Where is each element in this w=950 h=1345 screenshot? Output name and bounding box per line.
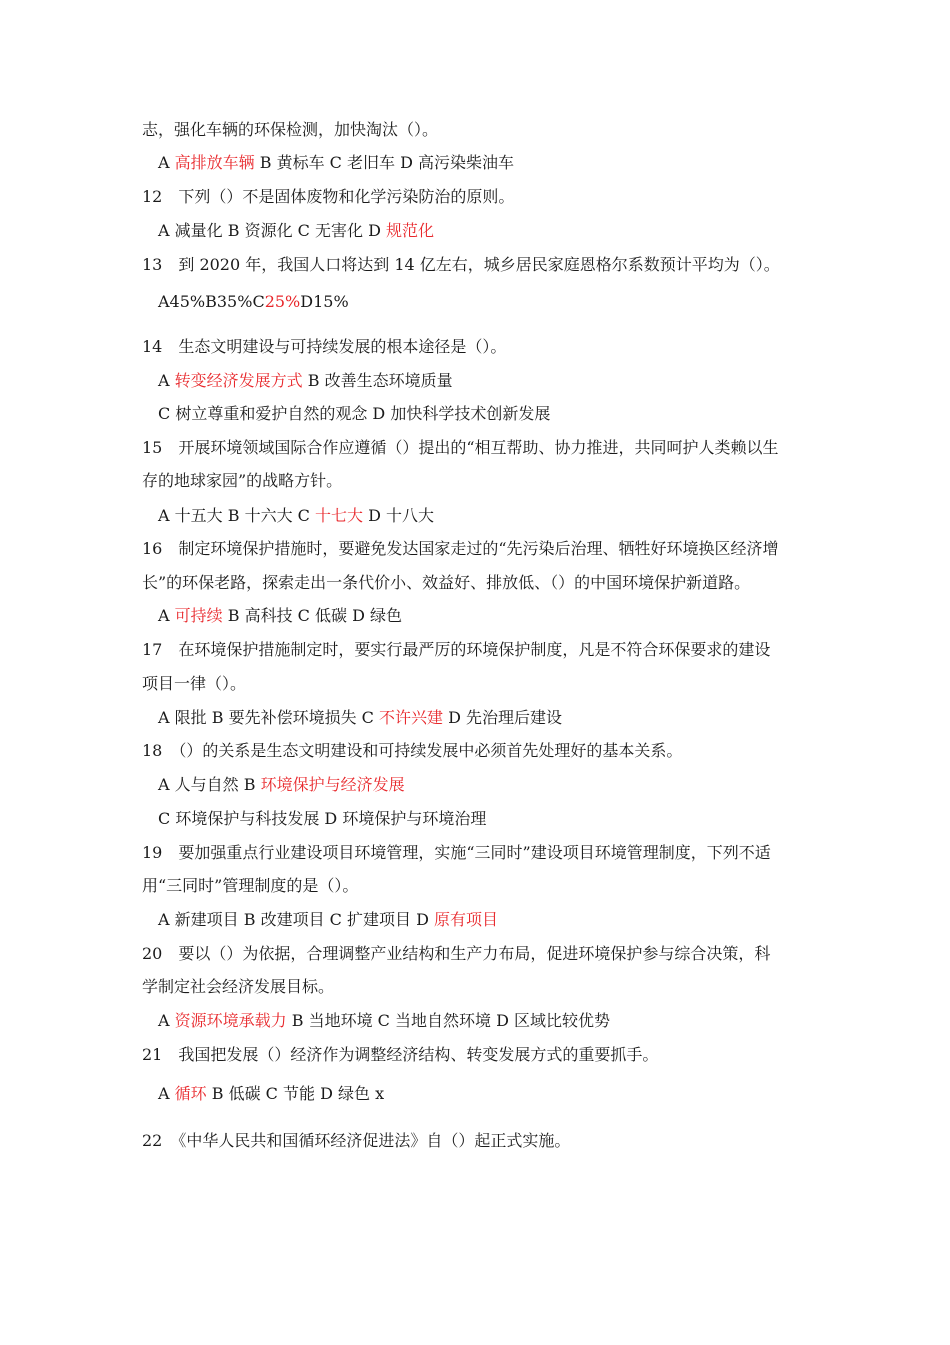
question-text: 15 开展环境领域国际合作应遵循（）提出的“相互帮助、协力推进，共同呵护人类赖以生 — [142, 438, 779, 457]
answer-options: A 新建项目 B 改建项目 C 扩建项目 D 原有项目 — [158, 910, 499, 929]
question-text: 志，强化车辆的环保检测，加快淘汰（）。 — [142, 120, 439, 139]
correct-answer: 25% — [264, 292, 301, 311]
answer-options: A 限批 B 要先补偿环境损失 C 不许兴建 D 先治理后建设 — [158, 708, 563, 727]
question-text: 13 到 2020 年，我国人口将达到 14 亿左右，城乡居民家庭恩格尔系数预计平均为（）。 — [142, 255, 780, 274]
answer-options: A 减量化 B 资源化 C 无害化 D 规范化 — [158, 221, 435, 240]
answer-options: A45%B35%C25%D15% — [158, 292, 349, 311]
question-text: 学制定社会经济发展目标。 — [142, 977, 335, 996]
question-text: 19 要加强重点行业建设项目环境管理，实施“三同时”建设项目环境管理制度，下列不适 — [142, 843, 771, 862]
correct-answer: 规范化 — [386, 221, 435, 240]
answer-options: A 转变经济发展方式 B 改善生态环境质量 — [158, 371, 453, 390]
correct-answer: 原有项目 — [434, 910, 499, 929]
correct-answer: 高排放车辆 — [174, 153, 255, 172]
answer-options: A 高排放车辆 B 黄标车 C 老旧车 D 高污染柴油车 — [158, 153, 515, 172]
correct-answer: 资源环境承载力 — [174, 1011, 287, 1030]
question-text: 20 要以（）为依据，合理调整产业结构和生产力布局，促进环境保护参与综合决策，科 — [142, 944, 771, 963]
question-text: 22 《中华人民共和国循环经济促进法》自（）起正式实施。 — [142, 1131, 571, 1150]
correct-answer: 可持续 — [174, 606, 223, 625]
correct-answer: 环境保护与经济发展 — [260, 775, 405, 794]
question-text: 长”的环保老路，探索走出一条代价小、效益好、排放低、（）的中国环境保护新道路。 — [142, 573, 751, 592]
correct-answer: 十七大 — [315, 506, 364, 525]
question-text: 21 我国把发展（）经济作为调整经济结构、转变发展方式的重要抓手。 — [142, 1045, 659, 1064]
question-text: 16 制定环境保护措施时，要避免发达国家走过的“先污染后治理、牺牲好环境换区经济增 — [142, 539, 779, 558]
answer-options: A 循环 B 低碳 C 节能 D 绿色 x — [158, 1084, 385, 1103]
answer-options: A 十五大 B 十六大 C 十七大 D 十八大 — [158, 506, 435, 525]
question-text: 18 （）的关系是生态文明建设和可持续发展中必须首先处理好的基本关系。 — [142, 741, 683, 760]
question-text: 存的地球家园”的战略方针。 — [142, 471, 343, 490]
correct-answer: 转变经济发展方式 — [174, 371, 303, 390]
answer-options: A 可持续 B 高科技 C 低碳 D 绿色 — [158, 606, 403, 625]
question-text: 17 在环境保护措施制定时，要实行最严厉的环境保护制度，凡是不符合环保要求的建设 — [142, 640, 771, 659]
correct-answer: 循环 — [174, 1084, 207, 1103]
answer-options: C 环境保护与科技发展 D 环境保护与环境治理 — [158, 809, 487, 828]
correct-answer: 不许兴建 — [379, 708, 444, 727]
question-text: 12 下列（）不是固体废物和化学污染防治的原则。 — [142, 187, 515, 206]
answer-options: A 资源环境承载力 B 当地环境 C 当地自然环境 D 区域比较优势 — [158, 1011, 611, 1030]
question-text: 14 生态文明建设与可持续发展的根本途径是（）。 — [142, 337, 507, 356]
answer-options: A 人与自然 B 环境保护与经济发展 — [158, 775, 405, 794]
question-text: 用“三同时”管理制度的是（）。 — [142, 876, 359, 895]
question-text: 项目一律（）。 — [142, 674, 247, 693]
answer-options: C 树立尊重和爱护自然的观念 D 加快科学技术创新发展 — [158, 404, 551, 423]
